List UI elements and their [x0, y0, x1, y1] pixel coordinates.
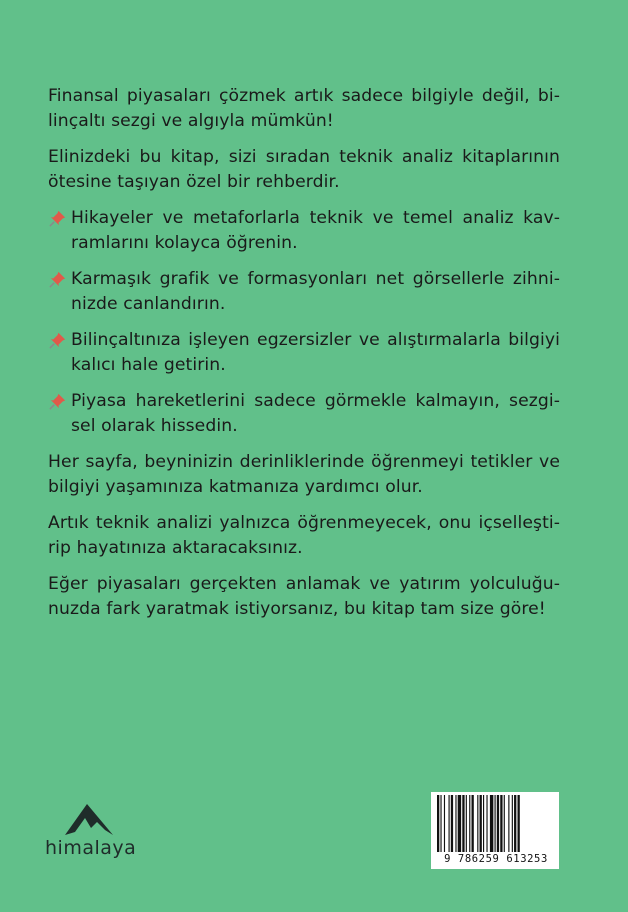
description-paragraph: Elinizdeki bu kitap, sizi sıradan teknik analiz kitaplarının ötesine taşıyan özel bir rehberdir. — [48, 147, 560, 192]
paragraph-1: Her sayfa, beyninizin derinliklerinde öğrenmeyi tetikler ve bilgiyi yaşamınıza katmanıza yardımcı olur. — [48, 452, 560, 497]
isbn-digits: 9 786259 613253 — [444, 853, 548, 865]
bullet-item — [48, 389, 560, 438]
bullet-item — [48, 328, 560, 377]
bullet-item — [48, 267, 560, 316]
pushpin-icon — [48, 331, 67, 350]
pushpin-icon — [48, 392, 67, 411]
pushpin-icon — [48, 270, 67, 289]
bullet-text: Bilinçaltınıza işleyen egzersizler ve alıştırmalarla bilgiyi kalıcı hale getirin. — [71, 330, 560, 375]
back-cover-text — [48, 84, 560, 633]
bullet-text: Karmaşık grafik ve formasyonları net görsellerle zihninizde canlandırın. — [71, 269, 560, 314]
intro-paragraph: Finansal piyasaları çözmek artık sadece bilgiyle değil, bilinçaltı sezgi ve algıyla mümkün! — [48, 86, 560, 131]
publisher-name: himalaya — [45, 837, 137, 859]
isbn-barcode — [431, 792, 559, 869]
paragraph-3: Eğer piyasaları gerçekten anlamak ve yatırım yolculuğunuzda fark yaratmak istiyorsanız, bu kitap tam size göre! — [48, 574, 560, 619]
bullet-text: Hikayeler ve metaforlarla teknik ve temel analiz kavramlarını kolayca öğrenin. — [71, 208, 560, 253]
bullet-text: Piyasa hareketlerini sadece görmekle kalmayın, sezgisel olarak hissedin. — [71, 391, 560, 436]
paragraph-2: Artık teknik analizi yalnızca öğrenmeyecek, onu içselleştirip hayatınıza aktaracaksınız. — [48, 513, 560, 558]
pushpin-icon — [48, 209, 67, 228]
bullet-item — [48, 206, 560, 255]
